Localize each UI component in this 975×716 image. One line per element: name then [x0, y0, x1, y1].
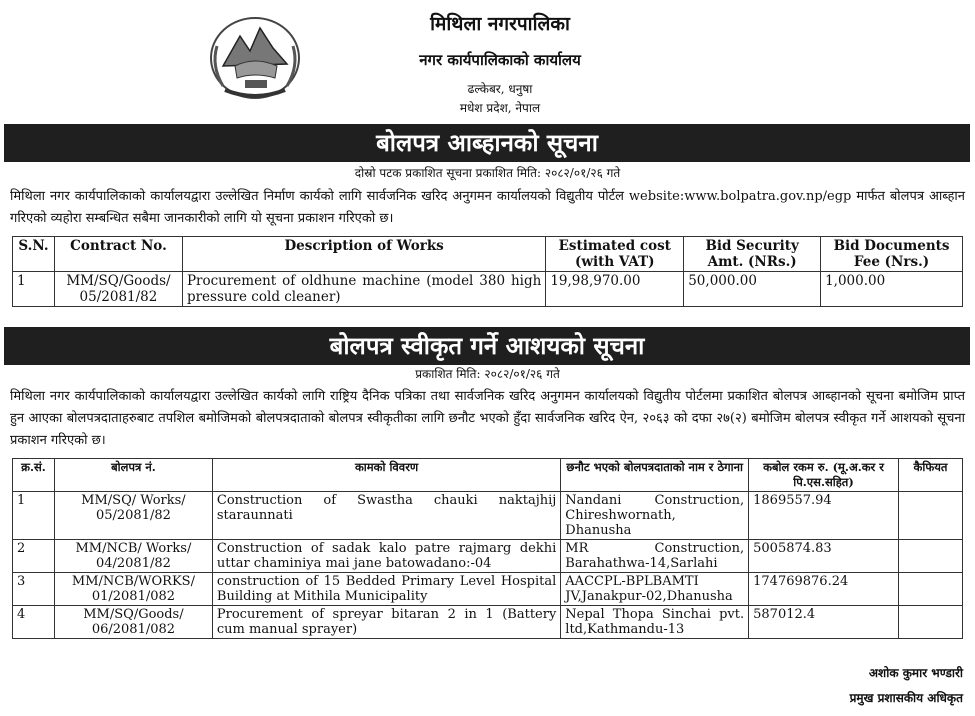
column-header: S.N. [13, 237, 55, 272]
bid-invitation-banner: बोलपत्र आब्हानको सूचना [4, 124, 970, 162]
bidder-cell: AACCPL-BPLBAMTI JV,Janakpur-02,Dhanusha [561, 573, 749, 606]
amount-cell: 5005874.83 [749, 540, 899, 573]
sn-cell: 2 [13, 540, 55, 573]
table-row [13, 540, 963, 573]
nepal-emblem-icon [205, 6, 305, 106]
sn-cell: 3 [13, 573, 55, 606]
column-header: Contract No. [54, 237, 182, 272]
contract-no-cell: MM/SQ/Goods/ 05/2081/82 [54, 272, 182, 307]
signatory-name: अशोक कुमार भण्डारी [868, 666, 963, 680]
bidder-cell: MR Construction, Barahathwa-14,Sarlahi [561, 540, 749, 573]
work-cell: Procurement of spreyar bitaran 2 in 1 (Battery cum manual sprayer) [212, 606, 560, 639]
bidder-cell: Nandani Construction, Chireshwornath, Dhanusha [561, 492, 749, 540]
remarks-cell [899, 492, 963, 540]
intent-published-date: प्रकाशित मिति: २०८२/०१/२६ गते [415, 367, 560, 381]
work-cell: Construction of Swastha chauki naktajhij staraunnati [212, 492, 560, 540]
bid-no-cell: MM/SQ/Goods/ 06/2081/082 [54, 606, 212, 639]
office-province: मधेश प्रदेश, नेपाल [459, 101, 541, 115]
estimated-cost-cell: 19,98,970.00 [546, 272, 684, 307]
bidder-cell: Nepal Thopa Sinchai pvt. ltd,Kathmandu-13 [561, 606, 749, 639]
bid-security-cell: 50,000.00 [684, 272, 821, 307]
bid-invitation-published-date: दोस्रो पटक प्रकाशित सूचना प्रकाशित मिति: २०८२/०१/२६ गते [354, 166, 621, 180]
bid-no-cell: MM/SQ/ Works/ 05/2081/82 [54, 492, 212, 540]
table-header-row [13, 237, 963, 272]
work-cell: construction of 15 Bedded Primary Level Hospital Building at Mithila Municipality [212, 573, 560, 606]
sn-cell: 1 [13, 272, 55, 307]
column-header: Bid Security Amt. (NRs.) [684, 237, 821, 272]
work-cell: Construction of sadak kalo patre rajmarg dekhi uttar chaminiya mai jane batowadano:-04 [212, 540, 560, 573]
column-header: Description of Works [182, 237, 545, 272]
signatory-designation: प्रमुख प्रशासकीय अधिकृत [849, 691, 963, 705]
table-header-row [13, 459, 963, 492]
remarks-cell [899, 606, 963, 639]
table-row [13, 606, 963, 639]
intent-table [12, 458, 963, 639]
column-header: छनौट भएको बोलपत्रदाताको नाम र ठेगाना [561, 459, 749, 492]
header [0, 0, 975, 120]
bid-no-cell: MM/NCB/WORKS/ 01/2081/082 [54, 573, 212, 606]
column-header: Bid Documents Fee (Nrs.) [821, 237, 963, 272]
remarks-cell [899, 573, 963, 606]
sn-cell: 4 [13, 606, 55, 639]
intent-paragraph: मिथिला नगर कार्यपालिकाको कार्यालयद्वारा उल्लेखित कार्यको लागि राष्ट्रिय दैनिक पत्रिका तथा सार्वजनिक खरिद अनुगमन कार्यालयको विद्युतीय पोर्टलमा प्रकाशित बोलपत्र आब्हानको सूचना बमोजिम प्राप्त हुन आएका बोलपत्रदाताहरुबाट तपशिल बमोजिमको बोलपत्रदाताको बोलपत्र स्वीकृतीका लागि छनौट भएको हुँदा सार्वजनिक खरिद ऐन, २०६३ को दफा २७(२) बमोजिम बोलपत्र स्वीकृत गर्ने आशयको सूचना प्रकाशन गरिएको छ। [10, 389, 965, 448]
office-location: ढल्केबर, धनुषा [467, 82, 533, 96]
column-header: कबोल रकम रु. (मू.अ.कर र पि.एस.सहित) [749, 459, 899, 492]
table-row [13, 573, 963, 606]
intent-to-award-banner: बोलपत्र स्वीकृत गर्ने आशयको सूचना [4, 327, 970, 365]
remarks-cell [899, 540, 963, 573]
bid-invitation-paragraph: मिथिला नगर कार्यपालिकाको कार्यालयद्वारा उल्लेखित निर्माण कार्यको लागि सार्वजनिक खरिद अनुगमन कार्यालयको विद्युतीय पोर्टल website:www.bolpatra.gov.np/egp मार्फत बोलपत्र आब्हान गरिएको व्यहोरा सम्बन्धित सबैमा जानकारीको लागि यो सूचना प्रकाशन गरिएको छ। [10, 189, 965, 226]
table-row [13, 492, 963, 540]
amount-cell: 1869557.94 [749, 492, 899, 540]
description-cell: Procurement of oldhune machine (model 380 high pressure cold cleaner) [182, 272, 545, 307]
office-name: नगर कार्यपालिकाको कार्यालय [419, 51, 581, 69]
municipality-name: मिथिला नगरपालिका [430, 13, 570, 35]
bid-invitation-table [12, 236, 963, 307]
amount-cell: 587012.4 [749, 606, 899, 639]
bid-fee-cell: 1,000.00 [821, 272, 963, 307]
column-header: Estimated cost (with VAT) [546, 237, 684, 272]
bid-no-cell: MM/NCB/ Works/ 04/2081/82 [54, 540, 212, 573]
column-header: कैफियत [899, 459, 963, 492]
table-row [13, 272, 963, 307]
column-header: बोलपत्र नं. [54, 459, 212, 492]
amount-cell: 174769876.24 [749, 573, 899, 606]
column-header: कामको विवरण [212, 459, 560, 492]
sn-cell: 1 [13, 492, 55, 540]
column-header: क्र.सं. [13, 459, 55, 492]
